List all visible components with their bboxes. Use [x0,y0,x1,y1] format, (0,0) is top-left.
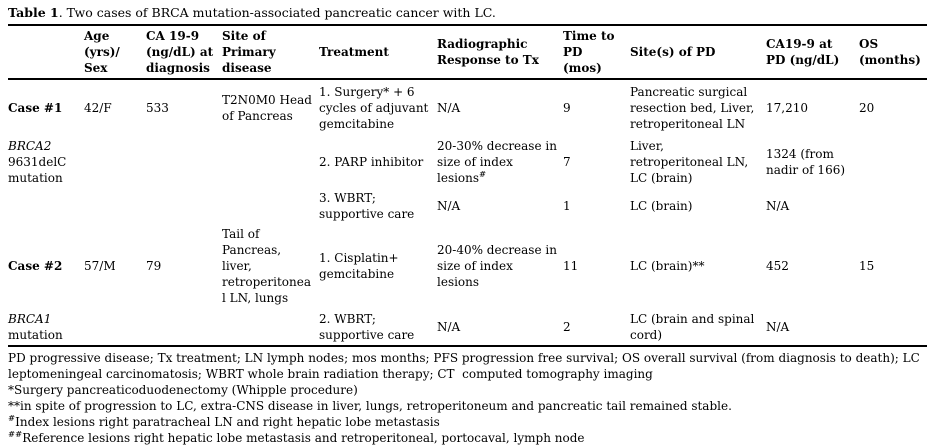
table-cell: 57/M [84,259,116,273]
footnotes-block [8,350,925,446]
table-cell: 17,210 [766,101,808,115]
mutation-text: 9631delC mutation [8,155,67,185]
footnote-marker: ## [8,430,23,440]
table-cell: Tail of Pancreas, liver, retroperitoneal LN, lungs [222,227,312,305]
table-row-case2 [8,224,927,308]
table-cell: 20 [859,101,875,115]
table-cell: 20-40% decrease in size of index lesions [437,243,557,289]
data-table [8,24,927,347]
table-cell [84,188,146,224]
table-cell [437,136,563,188]
table-cell: 452 [766,259,789,273]
table-cell: 2. WBRT; supportive care [319,311,415,342]
footnote-marker: # [479,170,487,180]
table-cell: 7 [563,155,571,169]
table-cell [859,308,927,346]
table-cell: 42/F [84,101,112,115]
mutation-text: mutation [8,327,63,342]
column-header-treatment: Treatment [319,45,389,59]
table-cell [84,136,146,188]
table-cell: 1324 (from nadir of 166) [766,147,846,177]
table-number-label: Table 1 [8,5,59,20]
table-cell [222,136,319,188]
table-cell: N/A [766,199,790,213]
gene-mutation-cell [8,136,84,188]
table-cell [146,308,222,346]
table-cell: N/A [437,199,461,213]
footnote-progression: **in spite of progression to LC, extra-CNS disease in liver, lungs, retroperitoneum and pancreatic tail remained stable. [8,399,732,413]
footnote-text: Reference lesions right hepatic lobe metastasis and retroperitoneal, portocaval, lymph node [22,431,585,445]
table-cell: 11 [563,259,579,273]
column-header-ca19-diagnosis: CA 19-9 (ng/dL) at diagnosis [146,29,214,75]
column-header-time-to-pd: Time to PD (mos) [563,29,615,75]
table-cell: Pancreatic surgical resection bed, Liver, retroperitoneal LN [630,85,755,131]
table-cell [146,188,222,224]
gene-name: BRCA1 [8,311,52,326]
table-cell: T2N0M0 Head of Pancreas [222,93,312,123]
case-label-cell: Case #1 [8,101,63,115]
case-label-cell: Case #2 [8,259,63,273]
table-cell: Liver, retroperitoneal LN, LC (brain) [630,139,749,185]
table-title [8,5,925,21]
table-cell: 3. WBRT; supportive care [319,191,415,221]
column-header-site-primary: Site of Primary disease [222,29,276,75]
column-header-blank [8,25,84,79]
footnote-reference-lesions [8,430,925,446]
table-cell: 9 [563,101,571,115]
table-cell: 15 [859,259,875,273]
footnote-index-lesions [8,414,925,430]
footnote-marker: # [8,414,16,424]
table-row-case1 [8,79,927,136]
table-cell: 1. Surgery* + 6 cycles of adjuvant gemcitabine [319,85,429,131]
response-text: 20-30% decrease in size of index lesions [437,139,557,185]
column-header-radiographic-response: Radiographic Response to Tx [437,37,539,67]
table-caption: . Two cases of BRCA mutation-associated pancreatic cancer with LC. [58,5,496,20]
table-cell: LC (brain and spinal cord) [630,311,755,342]
table-cell: 1. Cisplatin+ gemcitabine [319,251,399,281]
table-cell [859,136,927,188]
table-row-case1-wbrt [8,188,927,224]
table-cell [222,308,319,346]
header-row [8,25,927,79]
table-cell: N/A [437,101,461,115]
footnote-abbreviations: PD progressive disease; Tx treatment; LN lymph nodes; mos months; PFS progression free survival; OS overall survival (from diagnosis to death); LC leptomeningeal carcinomatosis; WBRT whole brain radiation therapy; CT computed tomography imaging [8,351,924,381]
table-cell: 79 [146,259,162,273]
table-cell: 2. PARP inhibitor [319,155,424,169]
gene-mutation-cell [8,308,84,346]
column-header-sites-of-pd: Site(s) of PD [630,45,716,59]
table-row-case1-mutation [8,136,927,188]
table-cell: LC (brain)** [630,259,705,273]
table-row-case2-mutation [8,308,927,346]
column-header-os: OS (months) [859,37,921,67]
table-cell: LC (brain) [630,199,693,213]
table-cell [84,308,146,346]
column-header-age-sex: Age (yrs)/ Sex [84,29,120,75]
footnote-text: Index lesions right paratracheal LN and right hepatic lobe metastasis [15,415,440,429]
table-cell: 533 [146,101,169,115]
table-cell [222,188,319,224]
gene-name: BRCA2 [8,139,52,153]
table-cell [146,136,222,188]
table-cell: 1 [563,199,571,213]
footnote-surgery: *Surgery pancreaticoduodenectomy (Whipple procedure) [8,383,358,397]
table-cell: N/A [437,319,461,334]
table-cell: 2 [563,319,571,334]
table-cell: N/A [766,319,790,334]
table-cell [8,188,84,224]
table-cell [859,188,927,224]
column-header-ca19-at-pd: CA19-9 at PD (ng/dL) [766,37,840,67]
